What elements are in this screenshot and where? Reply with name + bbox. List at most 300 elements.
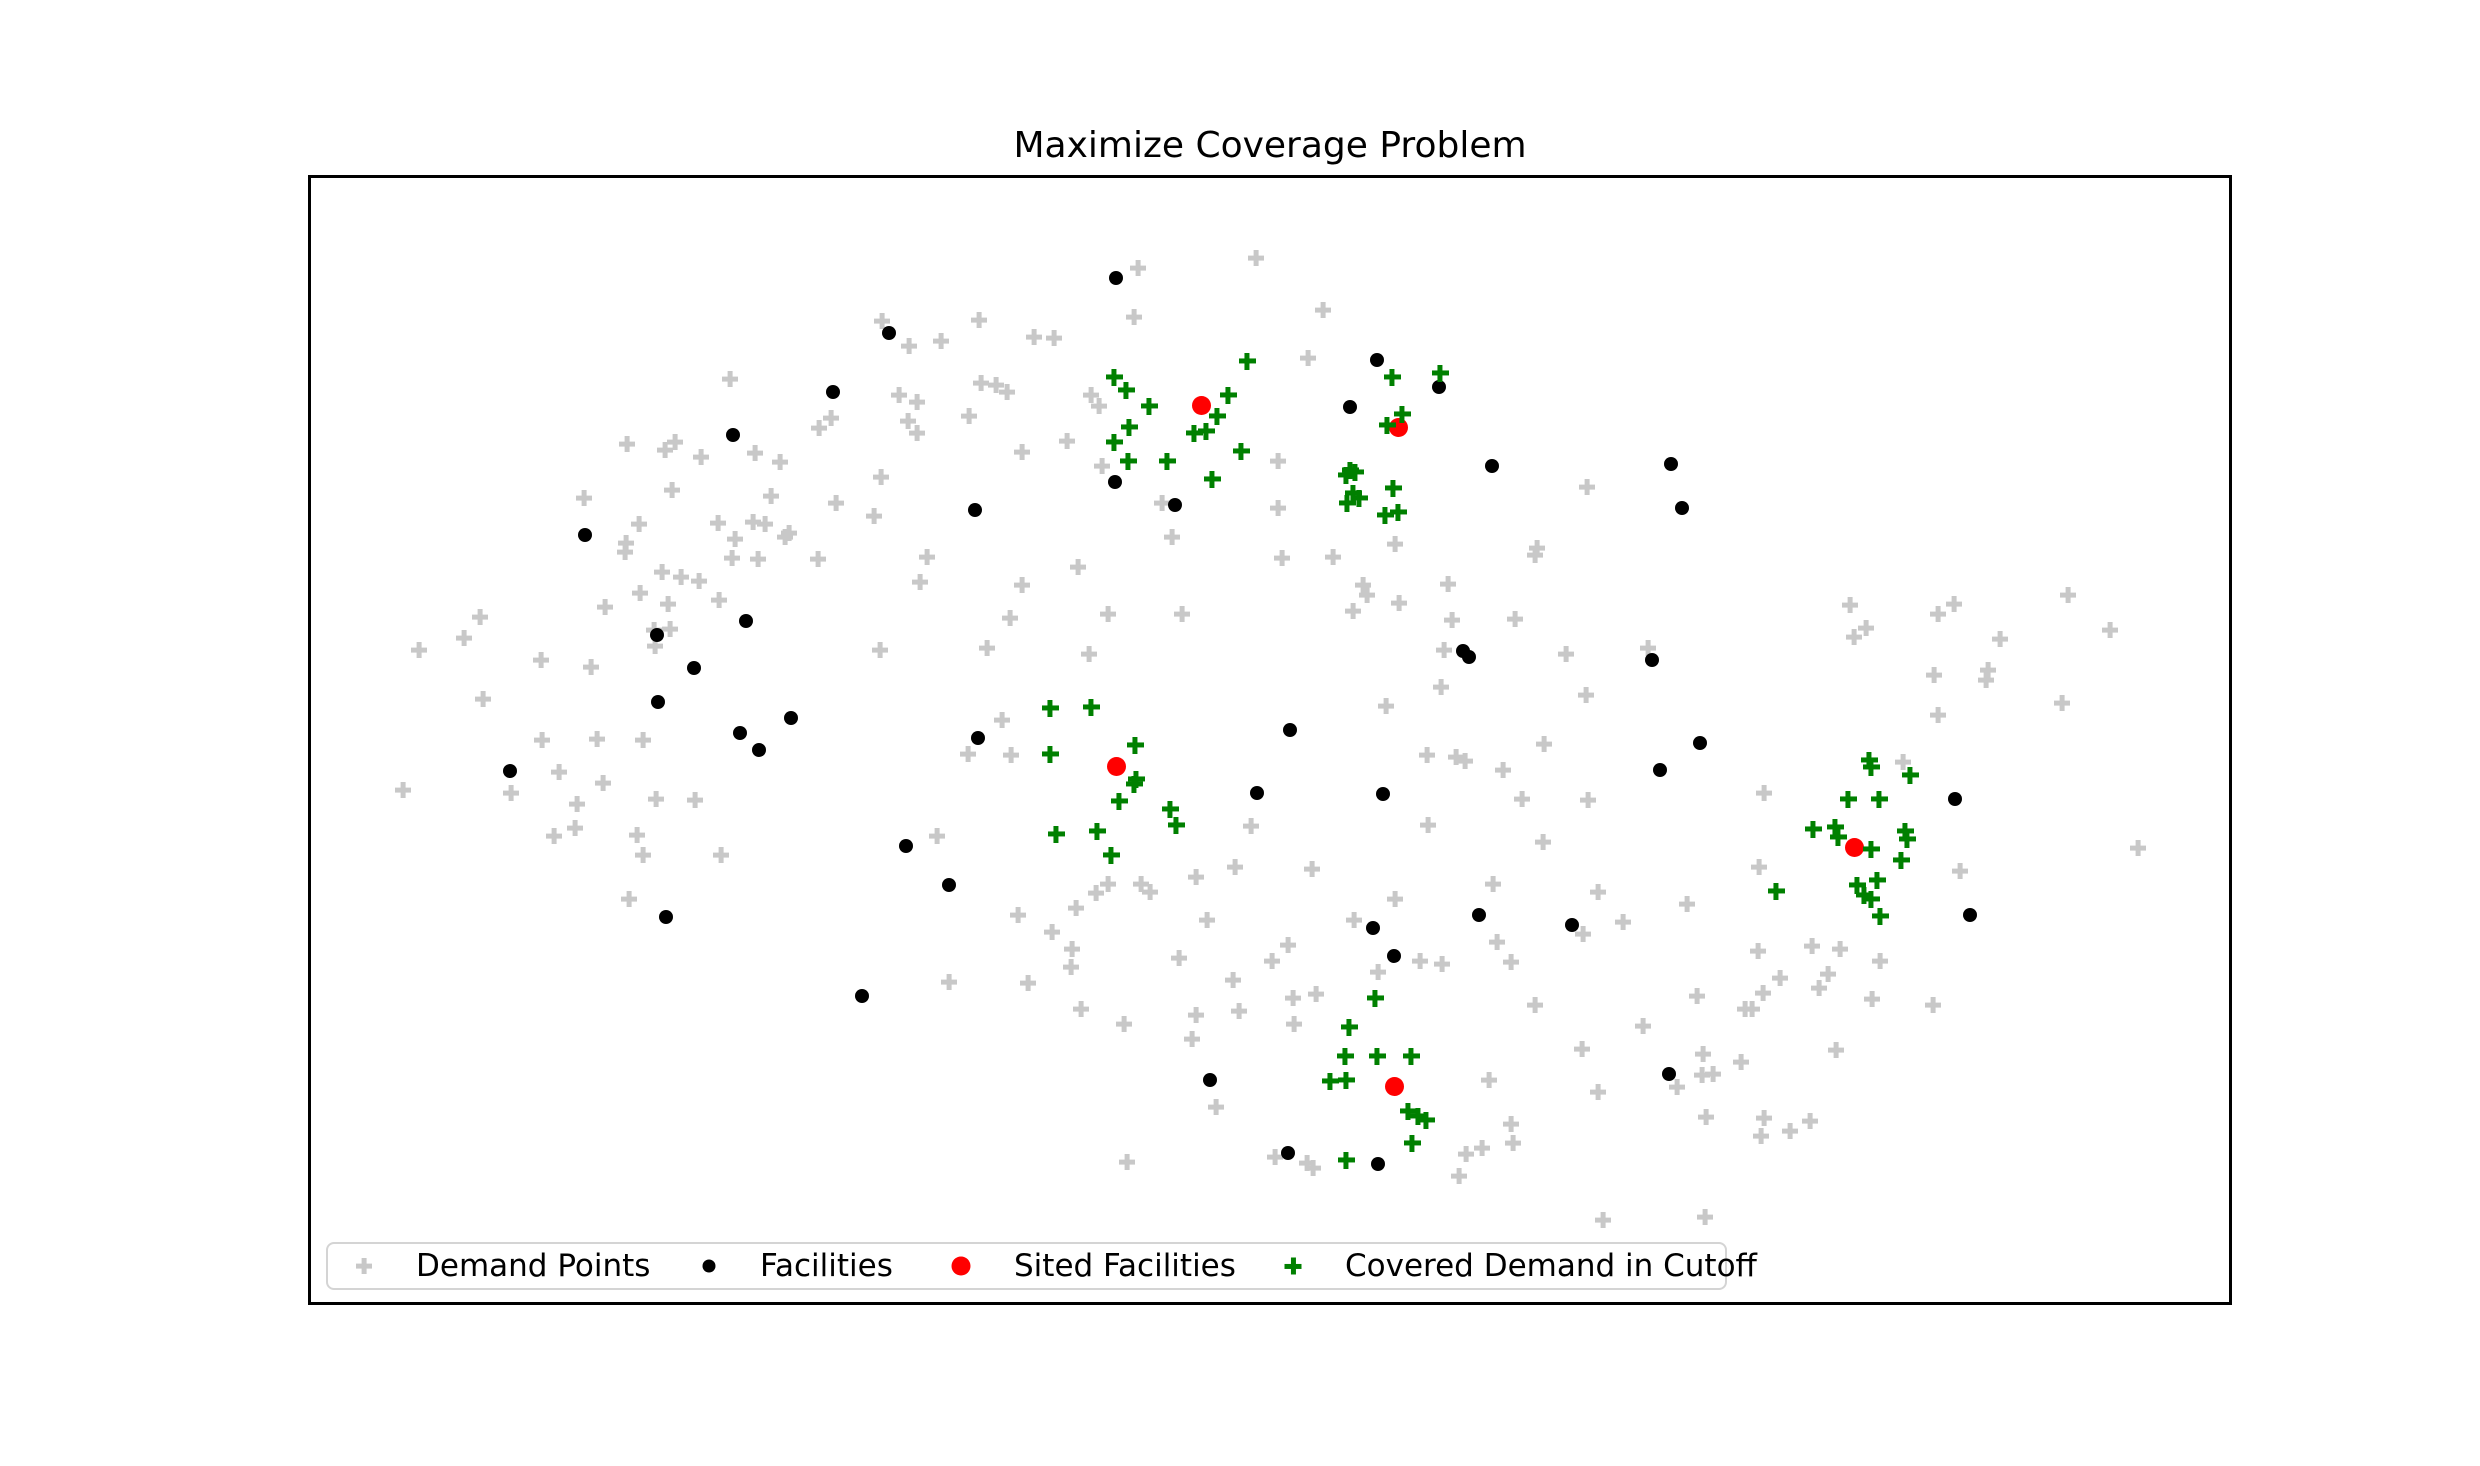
facility-marker bbox=[942, 878, 956, 892]
covered-demand-marker-icon bbox=[1285, 1258, 1302, 1275]
demand-point-marker bbox=[1231, 1003, 1247, 1019]
facility-marker bbox=[1203, 1073, 1217, 1087]
demand-point-marker bbox=[713, 847, 729, 863]
facility-marker bbox=[687, 661, 701, 675]
facility-marker bbox=[1462, 650, 1476, 664]
covered-demand-marker bbox=[1168, 817, 1185, 834]
demand-point-marker bbox=[1274, 550, 1290, 566]
demand-point-marker bbox=[569, 796, 585, 812]
legend-label: Covered Demand in Cutoff bbox=[1345, 1248, 1757, 1284]
demand-point-marker bbox=[1489, 934, 1505, 950]
demand-point-marker bbox=[1755, 985, 1771, 1001]
covered-demand-marker bbox=[1341, 1019, 1358, 1036]
demand-point-marker bbox=[979, 640, 995, 656]
covered-demand-marker bbox=[1871, 791, 1888, 808]
covered-demand-marker bbox=[1404, 1135, 1421, 1152]
demand-point-marker bbox=[1325, 549, 1341, 565]
demand-point-marker bbox=[901, 338, 917, 354]
demand-point-marker bbox=[2054, 695, 2070, 711]
demand-point-marker bbox=[1527, 547, 1543, 563]
demand-point-marker bbox=[533, 652, 549, 668]
demand-point-marker bbox=[635, 847, 651, 863]
demand-point-marker bbox=[1346, 912, 1362, 928]
demand-point-marker bbox=[722, 371, 738, 387]
demand-point-marker bbox=[567, 820, 583, 836]
covered-demand-marker bbox=[1830, 829, 1847, 846]
demand-point-marker bbox=[635, 732, 651, 748]
demand-point-marker bbox=[2060, 587, 2076, 603]
covered-demand-marker bbox=[1432, 365, 1449, 382]
demand-point-marker bbox=[1590, 1084, 1606, 1100]
demand-point-marker bbox=[1094, 458, 1110, 474]
demand-point-marker bbox=[546, 828, 562, 844]
demand-point-marker bbox=[551, 764, 567, 780]
demand-point-marker bbox=[1458, 1146, 1474, 1162]
demand-point-marker bbox=[747, 445, 763, 461]
demand-point-marker bbox=[1503, 954, 1519, 970]
demand-point-marker bbox=[1705, 1066, 1721, 1082]
covered-demand-marker bbox=[1126, 776, 1143, 793]
facility-marker bbox=[1343, 400, 1357, 414]
covered-demand-marker bbox=[1322, 1073, 1339, 1090]
demand-point-marker bbox=[1026, 329, 1042, 345]
demand-point-marker bbox=[1952, 863, 1968, 879]
demand-point-marker bbox=[1485, 876, 1501, 892]
demand-point-marker bbox=[941, 974, 957, 990]
demand-point-marker bbox=[811, 420, 827, 436]
demand-point-marker bbox=[1300, 350, 1316, 366]
facility-marker bbox=[1387, 949, 1401, 963]
demand-point-marker bbox=[763, 488, 779, 504]
covered-demand-marker bbox=[1186, 425, 1203, 442]
demand-point-marker bbox=[583, 659, 599, 675]
demand-point-marker bbox=[1578, 687, 1594, 703]
demand-point-marker bbox=[909, 394, 925, 410]
covered-demand-marker bbox=[1394, 406, 1411, 423]
demand-point-marker bbox=[1014, 444, 1030, 460]
covered-demand-marker bbox=[1863, 841, 1880, 858]
facility-marker bbox=[659, 910, 673, 924]
demand-point-marker bbox=[1474, 1140, 1490, 1156]
demand-point-marker bbox=[667, 434, 683, 450]
demand-point-marker bbox=[1070, 559, 1086, 575]
demand-point-marker bbox=[1846, 629, 1862, 645]
demand-point-marker bbox=[1697, 1209, 1713, 1225]
demand-point-marker bbox=[1503, 1116, 1519, 1132]
covered-demand-marker bbox=[1042, 700, 1059, 717]
demand-point-marker bbox=[781, 525, 797, 541]
demand-point-marker bbox=[632, 585, 648, 601]
facility-marker bbox=[752, 743, 766, 757]
demand-point-marker bbox=[1059, 433, 1075, 449]
demand-point-marker bbox=[576, 490, 592, 506]
demand-point-marker bbox=[691, 573, 707, 589]
demand-point-marker bbox=[472, 609, 488, 625]
covered-demand-marker bbox=[1239, 353, 1256, 370]
demand-point-marker bbox=[1315, 302, 1331, 318]
facility-marker bbox=[650, 628, 664, 642]
demand-point-marker bbox=[961, 408, 977, 424]
demand-point-marker bbox=[1188, 869, 1204, 885]
facility-marker bbox=[1371, 1157, 1385, 1171]
covered-demand-marker bbox=[1805, 821, 1822, 838]
demand-point-marker bbox=[2102, 622, 2118, 638]
demand-point-marker bbox=[1142, 884, 1158, 900]
covered-demand-marker bbox=[1338, 1072, 1355, 1089]
demand-point-marker bbox=[1536, 736, 1552, 752]
demand-point-marker bbox=[710, 515, 726, 531]
demand-point-marker bbox=[919, 549, 935, 565]
demand-point-marker bbox=[1370, 964, 1386, 980]
demand-point-marker bbox=[395, 782, 411, 798]
demand-point-marker bbox=[411, 642, 427, 658]
demand-point-marker bbox=[1285, 990, 1301, 1006]
facility-marker bbox=[1472, 908, 1486, 922]
demand-point-marker bbox=[475, 691, 491, 707]
demand-point-marker bbox=[1073, 1001, 1089, 1017]
demand-point-marker bbox=[1387, 891, 1403, 907]
facility-marker bbox=[1948, 792, 1962, 806]
demand-point-marker bbox=[1574, 1041, 1590, 1057]
covered-demand-marker bbox=[1337, 1048, 1354, 1065]
demand-point-marker bbox=[872, 642, 888, 658]
demand-point-marker bbox=[1345, 603, 1361, 619]
covered-demand-marker bbox=[1418, 1112, 1435, 1129]
demand-point-marker bbox=[664, 482, 680, 498]
facility-marker bbox=[726, 428, 740, 442]
covered-demand-marker bbox=[1863, 759, 1880, 776]
demand-point-marker bbox=[1164, 529, 1180, 545]
facility-marker bbox=[1653, 763, 1667, 777]
demand-point-marker bbox=[1412, 953, 1428, 969]
covered-demand-marker bbox=[1338, 1152, 1355, 1169]
demand-point-marker bbox=[999, 384, 1015, 400]
demand-point-marker bbox=[1130, 260, 1146, 276]
demand-point-marker bbox=[1507, 611, 1523, 627]
demand-point-marker bbox=[772, 454, 788, 470]
covered-demand-marker bbox=[1369, 1048, 1386, 1065]
demand-point-marker bbox=[1679, 896, 1695, 912]
demand-point-marker bbox=[1457, 753, 1473, 769]
facility-marker bbox=[971, 731, 985, 745]
demand-point-marker bbox=[617, 544, 633, 560]
demand-point-marker bbox=[1308, 986, 1324, 1002]
facility-marker bbox=[1485, 459, 1499, 473]
demand-point-marker bbox=[1188, 1007, 1204, 1023]
demand-point-marker bbox=[1580, 792, 1596, 808]
demand-point-marker bbox=[873, 469, 889, 485]
demand-point-marker bbox=[1978, 672, 1994, 688]
demand-point-marker bbox=[1436, 642, 1452, 658]
demand-point-marker bbox=[912, 574, 928, 590]
demand-point-marker bbox=[1811, 980, 1827, 996]
demand-point-marker bbox=[1248, 250, 1264, 266]
facility-marker bbox=[1432, 380, 1446, 394]
demand-point-marker bbox=[711, 592, 727, 608]
demand-point-marker bbox=[1695, 1046, 1711, 1062]
demand-point-marker bbox=[1264, 953, 1280, 969]
demand-point-marker bbox=[810, 551, 826, 567]
demand-point-marker bbox=[1286, 1016, 1302, 1032]
demand-point-marker bbox=[619, 436, 635, 452]
demand-point-marker bbox=[1804, 938, 1820, 954]
demand-point-marker bbox=[1669, 1079, 1685, 1095]
facility-marker bbox=[1376, 787, 1390, 801]
covered-demand-marker bbox=[1127, 737, 1144, 754]
demand-point-marker bbox=[891, 387, 907, 403]
demand-point-marker bbox=[1387, 536, 1403, 552]
demand-point-marker bbox=[662, 621, 678, 637]
facility-marker bbox=[1664, 457, 1678, 471]
covered-demand-marker bbox=[1379, 417, 1396, 434]
demand-point-marker bbox=[1756, 785, 1772, 801]
demand-point-marker bbox=[1063, 959, 1079, 975]
demand-point-marker bbox=[1802, 1113, 1818, 1129]
demand-point-marker bbox=[757, 516, 773, 532]
facilities-marker-icon bbox=[703, 1260, 716, 1273]
facility-marker bbox=[855, 989, 869, 1003]
facility-marker bbox=[1662, 1067, 1676, 1081]
demand-point-marker bbox=[1270, 500, 1286, 516]
demand-point-marker bbox=[1925, 997, 1941, 1013]
covered-demand-marker bbox=[1872, 908, 1889, 925]
demand-point-marker bbox=[1171, 950, 1187, 966]
demand-point-marker bbox=[1280, 937, 1296, 953]
covered-demand-marker bbox=[1893, 852, 1910, 869]
demand-point-marker bbox=[1842, 597, 1858, 613]
demand-point-marker bbox=[1433, 679, 1449, 695]
demand-point-marker bbox=[1020, 975, 1036, 991]
demand-point-marker bbox=[1772, 970, 1788, 986]
demand-point-marker bbox=[1091, 398, 1107, 414]
demand-point-marker bbox=[654, 564, 670, 580]
demand-point-marker bbox=[1434, 956, 1450, 972]
demand-point-marker bbox=[724, 550, 740, 566]
facility-marker bbox=[826, 385, 840, 399]
demand-point-marker bbox=[1527, 997, 1543, 1013]
demand-point-marker bbox=[687, 792, 703, 808]
demand-points-marker-icon bbox=[356, 1258, 372, 1274]
facility-marker bbox=[1168, 498, 1182, 512]
demand-point-marker bbox=[1872, 953, 1888, 969]
facility-marker bbox=[1370, 353, 1384, 367]
covered-demand-marker bbox=[1118, 382, 1135, 399]
facility-marker bbox=[1281, 1146, 1295, 1160]
demand-point-marker bbox=[1495, 762, 1511, 778]
facility-marker bbox=[1250, 786, 1264, 800]
demand-point-marker bbox=[1002, 610, 1018, 626]
demand-point-marker bbox=[621, 891, 637, 907]
covered-demand-marker bbox=[1120, 453, 1137, 470]
demand-point-marker bbox=[1595, 1212, 1611, 1228]
demand-point-marker bbox=[1044, 924, 1060, 940]
covered-demand-marker bbox=[1863, 891, 1880, 908]
demand-point-marker bbox=[1419, 747, 1435, 763]
covered-demand-marker bbox=[1103, 847, 1120, 864]
demand-point-marker bbox=[1753, 1128, 1769, 1144]
demand-point-marker bbox=[1864, 991, 1880, 1007]
covered-demand-marker bbox=[1390, 504, 1407, 521]
demand-point-marker bbox=[1088, 885, 1104, 901]
facility-marker bbox=[1283, 723, 1297, 737]
demand-point-marker bbox=[1420, 817, 1436, 833]
facility-marker bbox=[1675, 501, 1689, 515]
demand-point-marker bbox=[971, 312, 987, 328]
demand-point-marker bbox=[1481, 1072, 1497, 1088]
demand-point-marker bbox=[994, 712, 1010, 728]
demand-point-marker bbox=[1579, 479, 1595, 495]
legend-label: Demand Points bbox=[416, 1248, 651, 1284]
demand-point-marker bbox=[595, 775, 611, 791]
legend-label: Sited Facilities bbox=[1014, 1248, 1236, 1284]
plot-area bbox=[308, 175, 2232, 1305]
demand-point-marker bbox=[750, 551, 766, 567]
covered-demand-marker bbox=[1339, 495, 1356, 512]
demand-point-marker bbox=[629, 827, 645, 843]
demand-point-marker bbox=[1100, 606, 1116, 622]
demand-point-marker bbox=[1184, 1031, 1200, 1047]
demand-point-marker bbox=[1689, 988, 1705, 1004]
demand-point-marker bbox=[1744, 1001, 1760, 1017]
demand-point-marker bbox=[1440, 576, 1456, 592]
demand-point-marker bbox=[1378, 698, 1394, 714]
demand-point-marker bbox=[1733, 1054, 1749, 1070]
demand-point-marker bbox=[1199, 912, 1215, 928]
demand-point-marker bbox=[1010, 907, 1026, 923]
demand-point-marker bbox=[1590, 884, 1606, 900]
demand-point-marker bbox=[534, 732, 550, 748]
demand-point-marker bbox=[973, 375, 989, 391]
demand-point-marker bbox=[929, 828, 945, 844]
covered-demand-marker bbox=[1083, 699, 1100, 716]
demand-point-marker bbox=[1046, 330, 1062, 346]
demand-point-marker bbox=[1930, 707, 1946, 723]
covered-demand-marker bbox=[1347, 464, 1364, 481]
covered-demand-marker bbox=[1385, 480, 1402, 497]
covered-demand-marker bbox=[1840, 791, 1857, 808]
sited-facility-marker bbox=[1107, 757, 1126, 776]
demand-point-marker bbox=[909, 425, 925, 441]
demand-point-marker bbox=[1064, 941, 1080, 957]
covered-demand-marker bbox=[1111, 793, 1128, 810]
demand-point-marker bbox=[1003, 747, 1019, 763]
facility-marker bbox=[1565, 918, 1579, 932]
facility-marker bbox=[578, 528, 592, 542]
sited-facility-marker bbox=[1385, 1077, 1404, 1096]
covered-demand-marker bbox=[1768, 883, 1785, 900]
covered-demand-marker bbox=[1220, 387, 1237, 404]
facility-marker bbox=[784, 711, 798, 725]
facility-marker bbox=[733, 726, 747, 740]
demand-point-marker bbox=[1243, 818, 1259, 834]
demand-point-marker bbox=[1304, 861, 1320, 877]
demand-point-marker bbox=[1946, 596, 1962, 612]
demand-point-marker bbox=[727, 531, 743, 547]
demand-point-marker bbox=[660, 596, 676, 612]
demand-point-marker bbox=[1305, 1160, 1321, 1176]
facility-marker bbox=[1366, 921, 1380, 935]
demand-point-marker bbox=[1174, 606, 1190, 622]
legend-label: Facilities bbox=[760, 1248, 893, 1284]
demand-point-marker bbox=[1514, 791, 1530, 807]
covered-demand-marker bbox=[1048, 826, 1065, 843]
demand-point-marker bbox=[1081, 646, 1097, 662]
facility-marker bbox=[882, 326, 896, 340]
demand-point-marker bbox=[1505, 1135, 1521, 1151]
demand-point-marker bbox=[1227, 859, 1243, 875]
demand-point-marker bbox=[1615, 914, 1631, 930]
demand-point-marker bbox=[456, 630, 472, 646]
covered-demand-marker bbox=[1159, 453, 1176, 470]
demand-point-marker bbox=[1068, 900, 1084, 916]
covered-demand-marker bbox=[1042, 746, 1059, 763]
sited-facilities-marker-icon bbox=[952, 1257, 971, 1276]
demand-point-marker bbox=[828, 495, 844, 511]
facility-marker bbox=[1963, 908, 1977, 922]
demand-point-marker bbox=[1558, 646, 1574, 662]
covered-demand-marker bbox=[1162, 801, 1179, 818]
facility-marker bbox=[503, 764, 517, 778]
covered-demand-marker bbox=[1403, 1048, 1420, 1065]
covered-demand-marker bbox=[1089, 823, 1106, 840]
demand-point-marker bbox=[1535, 834, 1551, 850]
demand-point-marker bbox=[866, 508, 882, 524]
demand-point-marker bbox=[589, 731, 605, 747]
demand-point-marker bbox=[1451, 1168, 1467, 1184]
demand-point-marker bbox=[960, 746, 976, 762]
facility-marker bbox=[1693, 736, 1707, 750]
covered-demand-marker bbox=[1384, 369, 1401, 386]
demand-point-marker bbox=[597, 599, 613, 615]
demand-point-marker bbox=[1225, 972, 1241, 988]
demand-point-marker bbox=[1208, 1099, 1224, 1115]
facility-marker bbox=[651, 695, 665, 709]
demand-point-marker bbox=[1750, 943, 1766, 959]
covered-demand-marker bbox=[1121, 419, 1138, 436]
facility-marker bbox=[739, 614, 753, 628]
demand-point-marker bbox=[1751, 859, 1767, 875]
demand-point-marker bbox=[1930, 606, 1946, 622]
demand-point-marker bbox=[1126, 309, 1142, 325]
covered-demand-marker bbox=[1204, 471, 1221, 488]
demand-point-marker bbox=[1926, 667, 1942, 683]
demand-point-marker bbox=[1635, 1018, 1651, 1034]
demand-point-marker bbox=[503, 785, 519, 801]
demand-point-marker bbox=[1116, 1016, 1132, 1032]
chart-title: Maximize Coverage Problem bbox=[1013, 125, 1527, 166]
demand-point-marker bbox=[1698, 1109, 1714, 1125]
covered-demand-marker bbox=[1367, 990, 1384, 1007]
demand-point-marker bbox=[673, 569, 689, 585]
facility-marker bbox=[1108, 475, 1122, 489]
demand-point-marker bbox=[1359, 587, 1375, 603]
covered-demand-marker bbox=[1141, 398, 1158, 415]
legend bbox=[326, 1242, 1757, 1290]
demand-point-marker bbox=[1756, 1110, 1772, 1126]
demand-point-marker bbox=[693, 449, 709, 465]
demand-point-marker bbox=[1444, 612, 1460, 628]
facility-marker bbox=[1109, 271, 1123, 285]
sited-facility-marker bbox=[1845, 838, 1864, 857]
demand-point-marker bbox=[1832, 941, 1848, 957]
demand-point-marker bbox=[1992, 631, 2008, 647]
demand-point-marker bbox=[1828, 1042, 1844, 1058]
demand-point-marker bbox=[1391, 595, 1407, 611]
demand-point-marker bbox=[648, 791, 664, 807]
demand-point-marker bbox=[1782, 1123, 1798, 1139]
covered-demand-marker bbox=[1899, 831, 1916, 848]
demand-point-marker bbox=[1119, 1154, 1135, 1170]
